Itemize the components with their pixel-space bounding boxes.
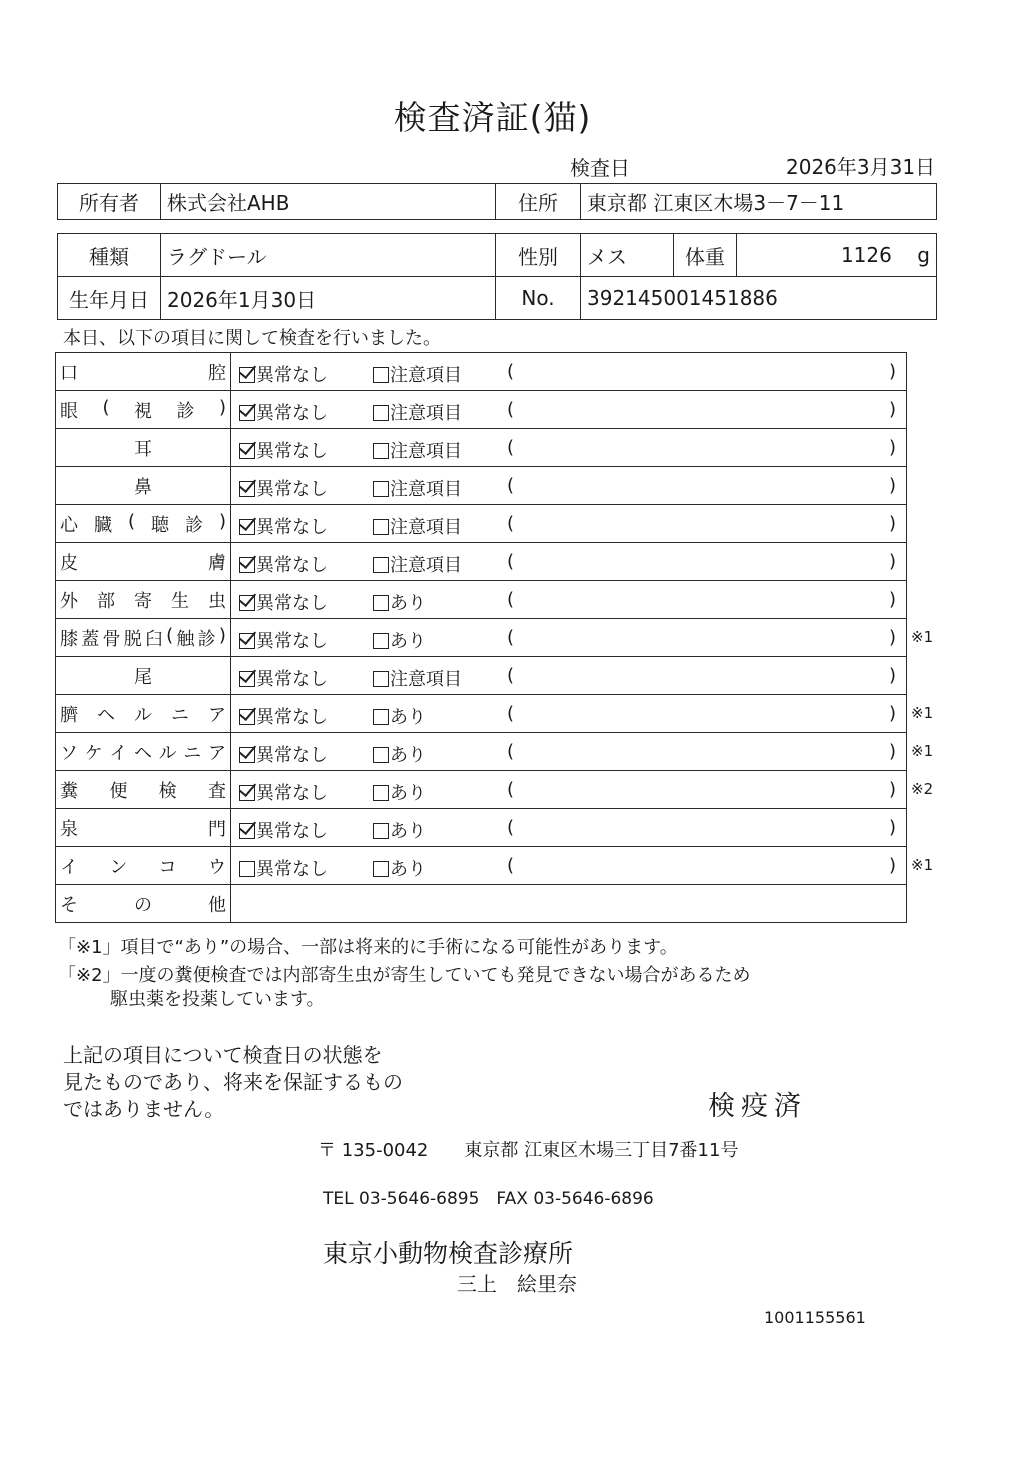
checked-checkbox-icon (239, 633, 255, 649)
checkbox-icon (373, 557, 389, 573)
intro-text: 本日、以下の項目に関して検査を行いました。 (63, 328, 441, 349)
no-label: No. (496, 277, 581, 320)
check-item-label: 眼 ( 視 診 ) (60, 396, 226, 422)
checked-checkbox-icon (239, 747, 255, 763)
check-item-cell (56, 353, 231, 391)
checked-checkbox-icon (239, 595, 255, 611)
normal-option: 異常なし (239, 513, 328, 539)
check-item-cell (56, 505, 231, 543)
remarks-close-paren: ) (888, 551, 896, 572)
check-item-label: 耳 (134, 438, 152, 460)
check-row (56, 581, 907, 619)
check-item-cell (56, 391, 231, 429)
check-row (56, 695, 907, 733)
remarks-open-paren: ( (507, 779, 515, 800)
disclaimer (63, 1042, 403, 1123)
remarks-open-paren: ( (507, 703, 515, 724)
sex-value: メス (581, 234, 674, 277)
check-result-cell (231, 847, 907, 885)
checkbox-icon (373, 785, 389, 801)
breed-label: 種類 (58, 234, 161, 277)
remarks-close-paren: ) (888, 589, 896, 610)
other-remarks-cell (231, 885, 907, 923)
finding-option: あり (373, 703, 426, 729)
remarks-close-paren: ) (888, 855, 896, 876)
check-row (56, 467, 907, 505)
normal-option: 異常なし (239, 665, 328, 691)
remarks-open-paren: ( (507, 817, 515, 838)
remarks-open-paren: ( (507, 627, 515, 648)
check-result-cell (231, 505, 907, 543)
check-result-cell (231, 429, 907, 467)
check-result-cell (231, 467, 907, 505)
remarks-close-paren: ) (888, 665, 896, 686)
disclaimer-line-1: 上記の項目について検査日の状態を (63, 1043, 383, 1067)
no-value: 392145001451886 (581, 277, 937, 320)
check-item-label: 鼻 (134, 476, 152, 498)
check-row (56, 391, 907, 429)
checkbox-icon (373, 633, 389, 649)
finding-option: あり (373, 855, 426, 881)
checkbox-icon (373, 519, 389, 535)
remarks-open-paren: ( (507, 475, 515, 496)
finding-option: 注意項目 (373, 475, 462, 501)
check-row (56, 657, 907, 695)
document-number: 1001155561 (764, 1308, 866, 1327)
check-result-cell (231, 809, 907, 847)
clinic-phone-fax: TEL 03-5646-6895 FAX 03-5646-6896 (323, 1189, 654, 1209)
finding-option: あり (373, 817, 426, 843)
normal-option: 異常なし (239, 399, 328, 425)
check-row (56, 505, 907, 543)
quarantine-stamp-text: 検疫済 (708, 1091, 807, 1122)
footnote-2: 「※2」一度の糞便検査では内部寄生虫が寄生していても発見できない場合があるため (58, 965, 751, 986)
finding-option: あり (373, 779, 426, 805)
finding-option: 注意項目 (373, 361, 462, 387)
check-result-cell (231, 581, 907, 619)
checked-checkbox-icon (239, 405, 255, 421)
remarks-open-paren: ( (507, 589, 515, 610)
checked-checkbox-icon (239, 709, 255, 725)
remarks-open-paren: ( (507, 361, 515, 382)
remarks-close-paren: ) (888, 741, 896, 762)
check-row-other (56, 885, 907, 923)
remarks-close-paren: ) (888, 475, 896, 496)
checkbox-icon (373, 595, 389, 611)
weight-unit: g (917, 243, 930, 267)
checkbox-icon (373, 861, 389, 877)
normal-option: 異常なし (239, 589, 328, 615)
note-marker: ※1 (911, 628, 934, 646)
normal-option: 異常なし (239, 703, 328, 729)
weight-cell (737, 234, 937, 277)
note-marker: ※1 (911, 742, 934, 760)
checked-checkbox-icon (239, 519, 255, 535)
disclaimer-line-2: 見たものであり、将来を保証するもの (63, 1070, 403, 1094)
checked-checkbox-icon (239, 557, 255, 573)
checkbox-icon (373, 481, 389, 497)
check-item-label: 泉 門 (60, 818, 226, 840)
remarks-open-paren: ( (507, 551, 515, 572)
normal-option: 異常なし (239, 475, 328, 501)
check-row (56, 809, 907, 847)
birth-label: 生年月日 (58, 277, 161, 320)
remarks-open-paren: ( (507, 513, 515, 534)
check-result-cell (231, 543, 907, 581)
check-item-label: 膝 蓋 骨 脱 臼 ( 触 診 ) (60, 624, 226, 650)
finding-option: あり (373, 627, 426, 653)
check-row (56, 353, 907, 391)
clinic-name: 東京小動物検査診療所 (323, 1239, 574, 1268)
exam-date-label: 検査日 (570, 156, 630, 180)
check-row (56, 429, 907, 467)
finding-option: 注意項目 (373, 551, 462, 577)
check-row (56, 543, 907, 581)
owner-value: 株式会社AHB (161, 184, 496, 220)
checkbox-icon (373, 709, 389, 725)
remarks-close-paren: ) (888, 437, 896, 458)
remarks-open-paren: ( (507, 437, 515, 458)
remarks-open-paren: ( (507, 665, 515, 686)
normal-option: 異常なし (239, 741, 328, 767)
check-item-cell (56, 657, 231, 695)
checked-checkbox-icon (239, 443, 255, 459)
note-marker: ※1 (911, 704, 934, 722)
check-result-cell (231, 619, 907, 657)
finding-option: 注意項目 (373, 665, 462, 691)
normal-option: 異常なし (239, 855, 328, 881)
finding-option: あり (373, 741, 426, 767)
check-item-cell (56, 581, 231, 619)
check-item-cell (56, 771, 231, 809)
weight-value: 1126 (840, 243, 892, 267)
check-item-label: 心 臓 ( 聴 診 ) (60, 510, 226, 536)
remarks-close-paren: ) (888, 817, 896, 838)
checkbox-icon (373, 367, 389, 383)
checked-checkbox-icon (239, 785, 255, 801)
check-result-cell (231, 733, 907, 771)
check-item-label: 口 腔 (60, 362, 226, 384)
check-row (56, 733, 907, 771)
check-result-cell (231, 695, 907, 733)
normal-option: 異常なし (239, 627, 328, 653)
check-item-cell (56, 733, 231, 771)
veterinarian-name: 三上 絵里奈 (457, 1272, 577, 1296)
remarks-close-paren: ) (888, 627, 896, 648)
check-item-cell (56, 467, 231, 505)
remarks-close-paren: ) (888, 361, 896, 382)
check-item-cell (56, 695, 231, 733)
note-marker: ※1 (911, 856, 934, 874)
remarks-open-paren: ( (507, 855, 515, 876)
check-item-label: 臍 ヘ ル ニ ア (60, 704, 226, 726)
normal-option: 異常なし (239, 361, 328, 387)
remarks-close-paren: ) (888, 513, 896, 534)
finding-option: 注意項目 (373, 437, 462, 463)
check-item-cell (56, 885, 231, 923)
check-row (56, 619, 907, 657)
normal-option: 異常なし (239, 551, 328, 577)
check-item-cell (56, 543, 231, 581)
check-result-cell (231, 771, 907, 809)
check-item-cell (56, 619, 231, 657)
note-marker: ※2 (911, 780, 934, 798)
checkbox-icon (239, 861, 255, 877)
sex-label: 性別 (496, 234, 581, 277)
birth-value: 2026年1月30日 (161, 277, 496, 320)
owner-table (57, 183, 937, 220)
check-item-label: 皮 膚 (60, 552, 226, 574)
check-item-label: そ の 他 (60, 894, 226, 916)
checkbox-icon (373, 671, 389, 687)
check-item-cell (56, 809, 231, 847)
checked-checkbox-icon (239, 671, 255, 687)
check-row (56, 847, 907, 885)
address-label: 住所 (496, 184, 581, 220)
remarks-close-paren: ) (888, 779, 896, 800)
remarks-close-paren: ) (888, 703, 896, 724)
check-result-cell (231, 353, 907, 391)
checkbox-icon (373, 747, 389, 763)
check-result-cell (231, 657, 907, 695)
disclaimer-line-3: ではありません。 (63, 1097, 225, 1121)
exam-date-value: 2026年3月31日 (786, 155, 936, 179)
remarks-open-paren: ( (507, 741, 515, 762)
remarks-close-paren: ) (888, 399, 896, 420)
checked-checkbox-icon (239, 481, 255, 497)
check-item-cell (56, 847, 231, 885)
checkbox-icon (373, 405, 389, 421)
check-table (55, 352, 907, 923)
finding-option: あり (373, 589, 426, 615)
breed-value: ラグドール (161, 234, 496, 277)
clinic-address: 〒 135-0042 東京都 江東区木場三丁目7番11号 (318, 1140, 739, 1161)
footnote-1: 「※1」項目で“あり”の場合、一部は将来的に手術になる可能性があります。 (58, 937, 678, 958)
checked-checkbox-icon (239, 367, 255, 383)
check-item-label: 糞 便 検 査 (60, 780, 226, 802)
weight-label: 体重 (674, 234, 737, 277)
check-item-label: イ ン コ ウ (60, 856, 226, 878)
normal-option: 異常なし (239, 817, 328, 843)
check-item-label: ソ ケ イ ヘ ル ニ ア (60, 742, 226, 764)
address-value: 東京都 江東区木場3－7－11 (581, 184, 937, 220)
normal-option: 異常なし (239, 779, 328, 805)
checkbox-icon (373, 443, 389, 459)
normal-option: 異常なし (239, 437, 328, 463)
document-title: 検査済証(猫) (393, 98, 592, 137)
check-item-label: 尾 (134, 666, 152, 688)
checkbox-icon (373, 823, 389, 839)
footnote-2-continued: 駆虫薬を投薬しています。 (110, 989, 325, 1010)
finding-option: 注意項目 (373, 399, 462, 425)
pet-table (57, 233, 937, 320)
finding-option: 注意項目 (373, 513, 462, 539)
check-result-cell (231, 391, 907, 429)
owner-label: 所有者 (58, 184, 161, 220)
check-item-label: 外 部 寄 生 虫 (60, 590, 226, 612)
check-row (56, 771, 907, 809)
checked-checkbox-icon (239, 823, 255, 839)
check-item-cell (56, 429, 231, 467)
remarks-open-paren: ( (507, 399, 515, 420)
